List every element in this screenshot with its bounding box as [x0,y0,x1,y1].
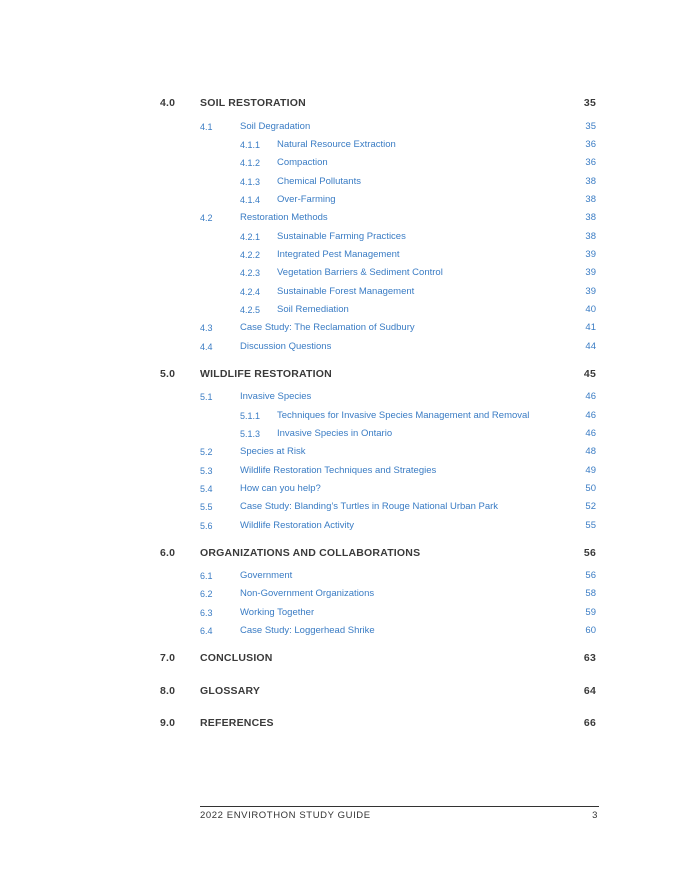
toc-title: Over-Farming [277,194,336,205]
toc-title: Discussion Questions [240,341,332,352]
toc-title: WILDLIFE RESTORATION [200,368,332,380]
toc-page: 39 [585,249,596,260]
toc-page: 39 [585,267,596,278]
toc-number: 4.2.4 [240,287,261,297]
toc-page: 35 [585,121,596,132]
toc-number: 4.1 [200,122,213,132]
toc-number: 5.4 [200,484,213,494]
toc-title: Integrated Pest Management [277,249,400,260]
toc-title: Techniques for Invasive Species Management and Removal [277,410,530,421]
toc-subsection[interactable] [0,389,680,405]
toc-title: Case Study: The Reclamation of Sudbury [240,322,415,333]
toc-number: 6.0 [160,547,176,559]
toc-subsection[interactable] [0,339,680,355]
toc-page: 64 [583,685,596,697]
toc-subsubsection[interactable] [0,426,680,442]
toc-number: 4.2.1 [240,232,261,242]
toc-title: Government [240,570,293,581]
toc-subsubsection[interactable] [0,155,680,171]
toc-subsection[interactable] [0,605,680,621]
toc-title: How can you help? [240,483,321,494]
toc-page: 60 [585,625,596,636]
toc-title: Soil Remediation [277,304,349,315]
toc-title: Non-Government Organizations [240,588,375,599]
toc-number: 4.3 [200,323,213,333]
toc-page: 36 [585,157,596,168]
toc-subsubsection[interactable] [0,229,680,245]
toc-subsubsection[interactable] [0,265,680,281]
toc-number: 4.2.5 [240,305,261,315]
toc-subsubsection[interactable] [0,192,680,208]
toc-number: 8.0 [160,685,176,697]
toc-page: 41 [585,322,596,333]
toc-title: Soil Degradation [240,121,311,132]
toc-subsubsection[interactable] [0,284,680,300]
toc-section[interactable] [0,366,680,382]
toc-section[interactable] [0,715,680,731]
toc-title: Sustainable Farming Practices [277,231,406,242]
toc-number: 5.5 [200,502,213,512]
toc-title: Case Study: Blanding’s Turtles in Rouge National Urban Park [240,501,499,512]
toc-subsubsection[interactable] [0,137,680,153]
toc-number: 4.1.4 [240,195,261,205]
toc-number: 5.1.3 [240,429,261,439]
toc-number: 5.0 [160,368,176,380]
footer-page-number: 3 [592,810,598,821]
toc-title: Restoration Methods [240,212,328,223]
toc-number: 4.1.2 [240,158,261,168]
toc-title: SOIL RESTORATION [200,97,306,109]
toc-number: 6.3 [200,608,213,618]
toc-title: GLOSSARY [200,685,261,697]
toc-page: 35 [583,97,596,109]
toc-page: 36 [585,139,596,150]
toc-number: 4.2.2 [240,250,261,260]
toc-subsection[interactable] [0,119,680,135]
toc-number: 6.2 [200,589,213,599]
toc-page: 59 [585,607,596,618]
toc-number: 4.2.3 [240,268,261,278]
toc-number: 7.0 [160,652,176,664]
toc-title: ORGANIZATIONS AND COLLABORATIONS [200,547,421,559]
toc-subsection[interactable] [0,463,680,479]
toc-page: 38 [585,176,596,187]
toc-page: 66 [583,717,596,729]
toc-section[interactable] [0,683,680,699]
toc-number: 5.6 [200,521,213,531]
toc-title: Invasive Species in Ontario [277,428,393,439]
toc-number: 5.2 [200,447,213,457]
toc-page: 56 [585,570,596,581]
toc-page: 46 [585,391,596,402]
toc-page: 38 [585,231,596,242]
toc-subsection[interactable] [0,320,680,336]
toc-title: Sustainable Forest Management [277,286,415,297]
toc-number: 6.1 [200,571,213,581]
toc-section[interactable] [0,545,680,561]
toc-page: 55 [585,520,596,531]
toc-page: 38 [585,194,596,205]
toc-number: 5.3 [200,466,213,476]
toc-page: 38 [585,212,596,223]
toc-subsection[interactable] [0,481,680,497]
toc-section[interactable] [0,95,680,111]
toc-title: Chemical Pollutants [277,176,361,187]
toc-page: 45 [583,368,596,380]
toc-page: 46 [585,410,596,421]
toc-page: 46 [585,428,596,439]
toc-number: 4.1.3 [240,177,261,187]
toc-title: Compaction [277,157,328,168]
toc-number: 6.4 [200,626,213,636]
footer-title: 2022 ENVIROTHON STUDY GUIDE [200,810,371,821]
toc-title: Vegetation Barriers & Sediment Control [277,267,443,278]
toc-number: 4.1.1 [240,140,261,150]
toc-subsection[interactable] [0,210,680,226]
toc-title: Wildlife Restoration Techniques and Strategies [240,465,437,476]
toc-subsection[interactable] [0,499,680,515]
toc-page: 39 [585,286,596,297]
toc-section[interactable] [0,650,680,666]
toc-number: 4.4 [200,342,213,352]
toc-number: 5.1 [200,392,213,402]
toc-subsubsection[interactable] [0,174,680,190]
toc-title: Working Together [240,607,315,618]
toc-number: 5.1.1 [240,411,261,421]
toc-title: Invasive Species [240,391,312,402]
toc-number: 9.0 [160,717,176,729]
toc-subsubsection[interactable] [0,247,680,263]
toc-title: Case Study: Loggerhead Shrike [240,625,375,636]
toc-page: 48 [585,446,596,457]
toc-subsection[interactable] [0,518,680,534]
toc-page: 50 [585,483,596,494]
toc-title: Species at Risk [240,446,306,457]
toc-page: 63 [583,652,596,664]
toc-page: 49 [585,465,596,476]
toc-page: 58 [585,588,596,599]
toc-subsection[interactable] [0,586,680,602]
toc-page: 52 [585,501,596,512]
toc-subsubsection[interactable] [0,302,680,318]
toc-title: Natural Resource Extraction [277,139,396,150]
toc-subsection[interactable] [0,623,680,639]
toc-subsection[interactable] [0,568,680,584]
toc-page: 56 [583,547,596,559]
toc-number: 4.0 [160,97,176,109]
toc-number: 4.2 [200,213,213,223]
toc-page: 44 [585,341,596,352]
footer-divider [200,806,599,807]
toc-title: CONCLUSION [200,652,273,664]
toc-page: 40 [585,304,596,315]
toc-title: Wildlife Restoration Activity [240,520,355,531]
toc-title: REFERENCES [200,717,274,729]
toc-subsubsection[interactable] [0,408,680,424]
toc-subsection[interactable] [0,444,680,460]
